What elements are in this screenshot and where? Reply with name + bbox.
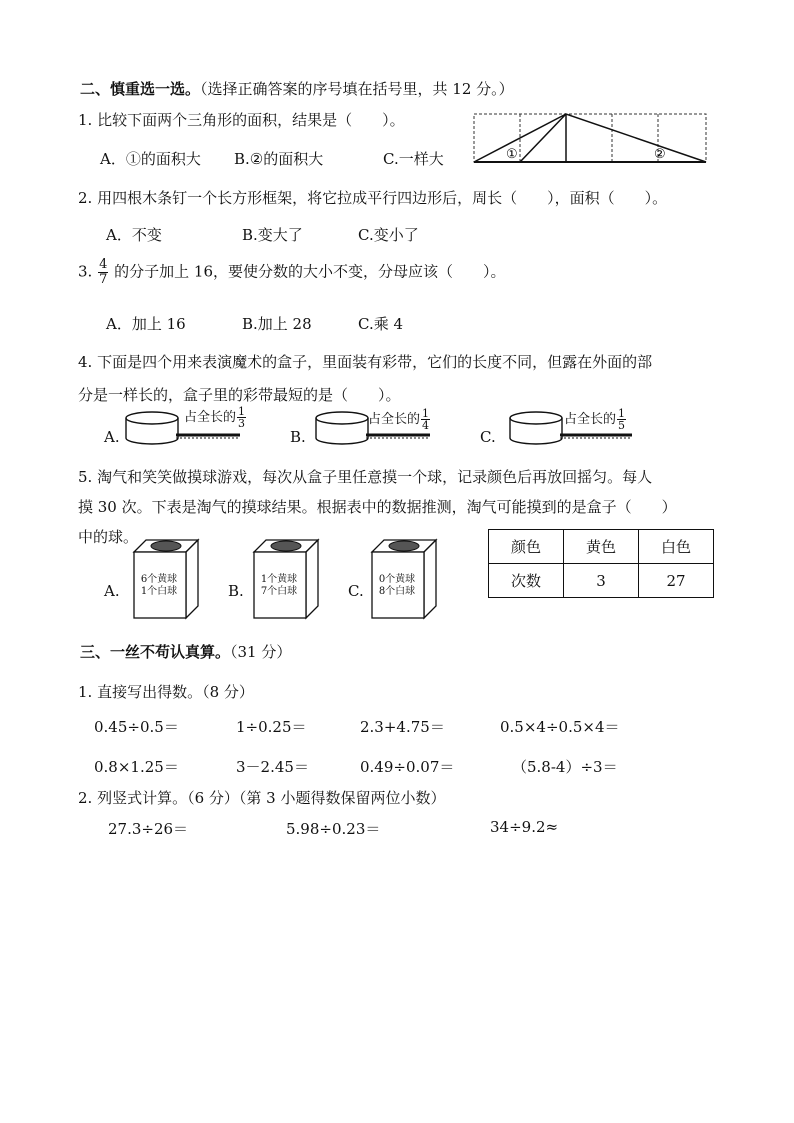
q4-option-b-label: 占全长的 $\frac{1}{4}$ (368, 407, 430, 432)
q5-box-c-letter: C. (348, 582, 364, 600)
calc-item: 0.49÷0.07＝ (360, 758, 455, 776)
q1-option-b: B.②的面积大 (234, 150, 324, 168)
q2-option-c: C.变小了 (358, 226, 419, 244)
table-header-row (489, 530, 714, 564)
q4-option-a-figure (122, 402, 282, 452)
q2-option-b: B.变大了 (242, 226, 303, 244)
q5-stem-line1: 5. 淘气和笑笑做摸球游戏，每次从盒子里任意摸一个球，记录颜色后再放回摇匀。每人 (78, 468, 653, 486)
calc-item: 1÷0.25＝ (236, 718, 307, 736)
triangle-1-mark: ① (506, 147, 518, 162)
vertical-calc-item: 34÷9.2≈ (490, 818, 559, 836)
q5-box-c (366, 538, 442, 620)
calc-item: 0.5×4÷0.5×4＝ (500, 718, 620, 736)
table-row (489, 564, 714, 598)
q2-stem: 2. 用四根木条钉一个长方形框架，将它拉成平行四边形后，周长（ ），面积（ ）。 (78, 189, 668, 207)
q2-option-a: A．不变 (106, 226, 162, 244)
vertical-calc-item: 27.3÷26＝ (108, 820, 189, 838)
section2-note: （选择正确答案的序号填在括号里，共 12 分。） (200, 80, 514, 98)
q5-stem-line3: 中的球。 (78, 528, 139, 546)
q3-option-c: C.乘 4 (358, 315, 404, 333)
triangle-2 (566, 114, 706, 162)
q3-option-a: A．加上 16 (106, 315, 186, 333)
q3-option-b: B.加上 28 (242, 315, 312, 333)
q5-box-a (128, 538, 204, 620)
q1-stem: 1. 比较下面两个三角形的面积，结果是（ ）。 (78, 111, 405, 129)
q5-box-a-text: 6个黄球 1个白球 (140, 574, 178, 597)
calc-item: （5.8-4）÷3＝ (512, 758, 618, 776)
q3-number: 3. (78, 262, 93, 281)
section3-heading: 三、一丝不苟认真算。 (80, 643, 231, 661)
q4-option-c-letter: C. (480, 428, 496, 446)
q3-fraction: $\frac{4}{7}$ (99, 257, 108, 287)
q5-result-table (488, 529, 714, 598)
calc-item: 2.3+4.75＝ (360, 718, 445, 736)
table-cell: 27 (639, 564, 714, 598)
q5-box-b-text: 1个黄球 7个白球 (260, 574, 298, 597)
q4-option-a-letter: A. (104, 428, 120, 446)
q4-option-b-figure (312, 402, 472, 452)
q1-triangle-figure (470, 110, 710, 166)
calc-item: 3－2.45＝ (236, 758, 309, 776)
calc-item: 0.45÷0.5＝ (94, 718, 179, 736)
section3-note: （31 分） (230, 643, 292, 661)
calc-q2-stem: 2. 列竖式计算。（6 分）（第 3 小题得数保留两位小数） (78, 789, 446, 807)
q4-option-a-label: 占全长的 $\frac{1}{3}$ (184, 405, 246, 430)
q1-option-c: C.一样大 (383, 150, 444, 168)
q4-option-c-label: 占全长的 $\frac{1}{5}$ (564, 407, 626, 432)
calc-item: 0.8×1.25＝ (94, 758, 179, 776)
triangle-2-mark: ② (654, 147, 666, 162)
q5-box-a-letter: A. (104, 582, 120, 600)
q3-stem-line (78, 258, 506, 287)
table-cell: 3 (564, 564, 639, 598)
q5-box-c-text: 0个黄球 8个白球 (378, 574, 416, 597)
q5-box-b-letter: B. (228, 582, 244, 600)
q5-box-b (248, 538, 324, 620)
q4-option-b-letter: B. (290, 428, 306, 446)
table-cell: 黄色 (564, 530, 639, 564)
q5-stem-line2: 摸 30 次。下表是淘气的摸球结果。根据表中的数据推测，淘气可能摸到的是盒子（ ） (78, 498, 677, 516)
q1-option-a: A．①的面积大 (100, 150, 201, 168)
q4-stem-line1: 4. 下面是四个用来表演魔术的盒子，里面装有彩带，它们的长度不同，但露在外面的部 (78, 353, 653, 371)
section2-header (80, 78, 514, 99)
vertical-calc-item: 5.98÷0.23＝ (286, 820, 381, 838)
table-cell: 白色 (639, 530, 714, 564)
table-cell: 颜色 (489, 530, 564, 564)
calc-q1-stem: 1. 直接写出得数。（8 分） (78, 683, 254, 701)
q4-option-c-figure (506, 402, 666, 452)
table-cell: 次数 (489, 564, 564, 598)
section2-heading: 二、慎重选一选。 (80, 80, 201, 98)
section3-header (80, 641, 291, 662)
q3-stem: 的分子加上 16，要使分数的大小不变，分母应该（ ）。 (114, 262, 506, 281)
q4-stem-line2: 分是一样长的，盒子里的彩带最短的是（ ）。 (78, 386, 401, 404)
